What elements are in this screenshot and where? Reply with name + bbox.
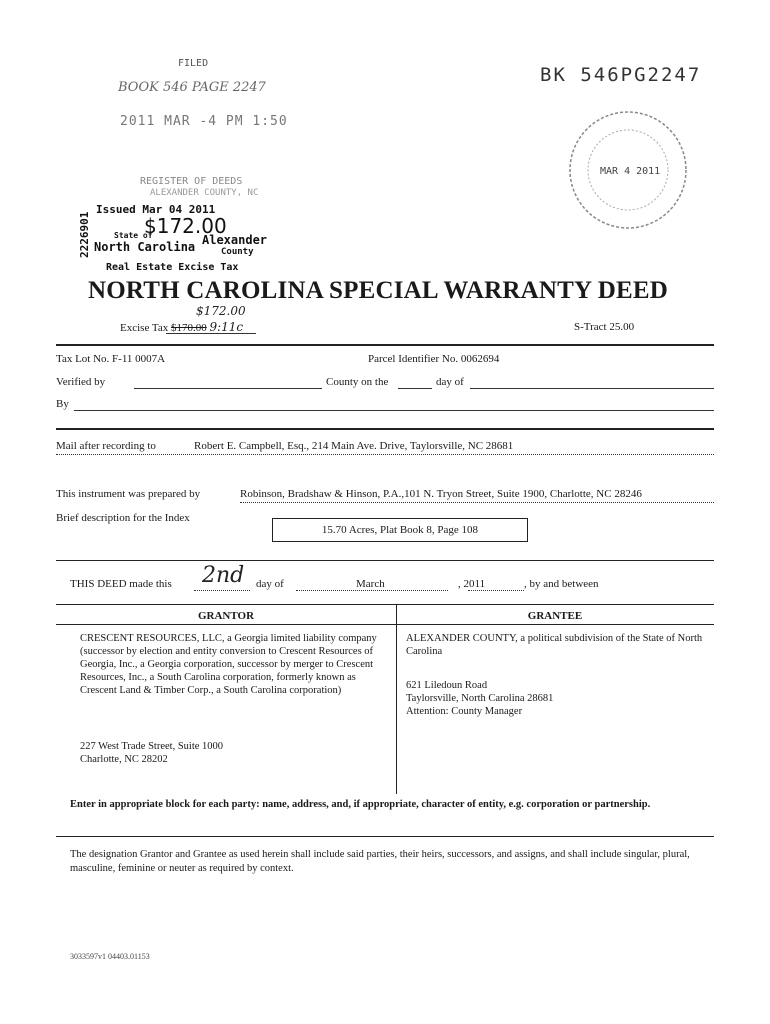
excise-hand-after: 9:11c	[209, 320, 244, 334]
day-of-label: day of	[436, 376, 464, 388]
verified-by-line	[134, 388, 322, 389]
column-divider	[396, 604, 397, 794]
by-line	[74, 410, 714, 411]
deed-made-label: THIS DEED made this	[70, 578, 172, 590]
prepared-label: This instrument was prepared by	[56, 488, 201, 500]
excise-struck: $170.00	[170, 322, 207, 334]
brief-label: Brief description for the Index	[56, 512, 190, 524]
grantee-heading: GRANTEE	[527, 610, 583, 622]
day-handwritten: 2nd	[202, 563, 245, 588]
prepared-by: Robinson, Bradshaw & Hinson, P.A.,101 N. Tryon Street, Suite 1900, Charlotte, NC 28246	[240, 488, 642, 500]
register-county: ALEXANDER COUNTY, NC	[150, 188, 259, 198]
day-blank	[398, 388, 432, 389]
divider-3	[56, 560, 714, 561]
brief-box	[272, 518, 528, 542]
grantor-heading: GRANTOR	[197, 610, 255, 622]
deed-title: NORTH CAROLINA SPECIAL WARRANTY DEED	[88, 277, 669, 304]
divider-2	[56, 428, 714, 430]
revenue-state: North Carolina	[94, 240, 196, 254]
register-of-deeds: REGISTER OF DEEDS	[140, 176, 243, 187]
filed-label: FILED	[178, 58, 209, 69]
day-dotline	[194, 590, 250, 591]
book-page-stamp: BK 546PG2247	[540, 64, 702, 86]
prepared-line	[240, 502, 714, 503]
verified-by-label: Verified by	[56, 376, 106, 388]
mail-to: Robert E. Campbell, Esq., 214 Main Ave. Drive, Taylorsville, NC 28681	[194, 440, 514, 452]
designation-clause: The designation Grantor and Grantee as used herein shall include said parties, their heirs, successors, and assigns, and shall include singular, plural, masculine, feminine or neuter as required by context.	[70, 849, 690, 874]
excise-underline	[166, 333, 256, 334]
tax-lot: Tax Lot No. F-11 0007A	[56, 353, 166, 365]
entry-instruction: Enter in appropriate block for each party: name, address, and, if appropriate, character of entity, e.g. corporation or partnership.	[70, 799, 651, 810]
excise-line	[120, 320, 243, 334]
date-blank	[470, 388, 714, 389]
revenue-serial: 2226901	[78, 211, 91, 258]
mail-label: Mail after recording to	[56, 440, 156, 452]
recording-datetime: 2011 MAR -4 PM 1:50	[120, 114, 288, 129]
revenue-issued: Issued Mar 04 2011	[96, 203, 216, 216]
parcel-id: Parcel Identifier No. 0062694	[368, 353, 500, 365]
divider-top	[56, 344, 714, 346]
grantee-addr3: Attention: County Manager	[406, 706, 523, 717]
by-label: By	[56, 398, 69, 410]
revenue-state-label: State of	[114, 231, 153, 240]
revenue-county-label: County	[221, 247, 254, 257]
year: , 2011	[458, 578, 486, 590]
revenue-county: Alexander	[202, 233, 268, 247]
divider-4	[56, 836, 714, 837]
grantor-addr2: Charlotte, NC 28202	[80, 754, 168, 765]
revenue-amount: $172.00	[144, 214, 227, 238]
table-head-line	[56, 624, 714, 625]
month: March	[356, 578, 385, 590]
year-dotline	[468, 590, 524, 591]
county-on-the-label: County on the	[326, 376, 389, 388]
book-page-handwritten: BOOK 546 PAGE 2247	[118, 80, 266, 95]
s-tract: S-Tract 25.00	[574, 321, 635, 333]
excise-label: Excise Tax	[120, 322, 169, 334]
month-dotline	[296, 590, 448, 591]
table-top-line	[56, 604, 714, 605]
by-and-between: , by and between	[524, 578, 599, 590]
day-of-label-2: day of	[256, 578, 284, 590]
grantee-text: ALEXANDER COUNTY, a political subdivision of the State of North Carolina	[406, 633, 703, 657]
grantor-addr1: 227 West Trade Street, Suite 1000	[80, 741, 224, 752]
seal-date: MAR 4 2011	[600, 166, 661, 177]
grantee-addr1: 621 Liledoun Road	[406, 680, 488, 691]
grantee-addr2: Taylorsville, North Carolina 28681	[406, 693, 554, 704]
excise-handwritten: $172.00	[196, 304, 246, 318]
grantor-text: CRESCENT RESOURCES, LLC, a Georgia limited liability company (successor by election and entity conversion to Crescent Resources of Georgia, Inc., a Georgia corporation, successor by merger to Crescent Resources, Inc., a South Carolina corporation, formerly known as Crescent Land & Timber Corp., a South Carolina corporation)	[80, 633, 377, 696]
brief-value: 15.70 Acres, Plat Book 8, Page 108	[321, 524, 479, 536]
footer-doc-code: 3033597v1 04403.01153	[70, 952, 150, 961]
mail-line	[56, 454, 714, 455]
revenue-tax-label: Real Estate Excise Tax	[106, 262, 239, 273]
